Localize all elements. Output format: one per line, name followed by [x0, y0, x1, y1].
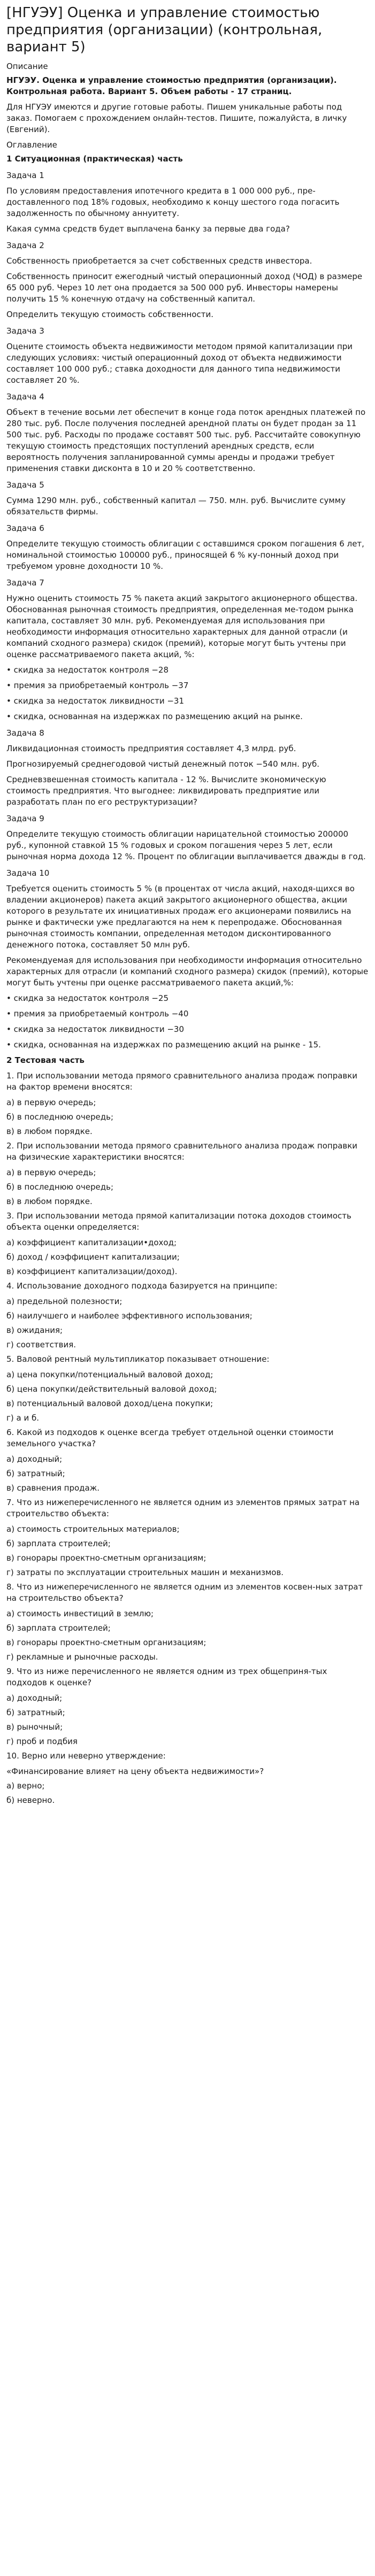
- answer-option: в) коэффициент капитализации/доход).: [6, 1267, 178, 1276]
- answer-option: а) коэффициент капитализации•доход;: [6, 1238, 177, 1247]
- task-paragraph: • скидка за недостаток ликвидности −31: [6, 696, 184, 706]
- answer-option: а) верно;: [6, 1781, 45, 1791]
- task-paragraph: Собственность приносит ежегодный чистый операционный доход (ЧОД) в размере 65 000 руб. Через 10 лет она продается за 500 000 руб. Инвесторы намерены получить 15 % конечную отдачу на собственный капитал.: [6, 272, 363, 304]
- task-paragraph: • премия за приобретаемый контроль −37: [6, 681, 189, 690]
- answer-option: а) в первую очередь;: [6, 1098, 96, 1107]
- task-heading: Задача 6: [6, 523, 44, 533]
- answer-option: а) цена покупки/потенциальный валовой доход;: [6, 1370, 213, 1379]
- task-paragraph: Прогнозируемый среднегодовой чистый денежный поток −540 млн. руб.: [6, 759, 320, 769]
- answer-option: б) цена покупки/действительный валовой доход;: [6, 1384, 217, 1394]
- task-heading: Задача 1: [6, 171, 44, 180]
- answer-option: а) предельной полезности;: [6, 1297, 123, 1306]
- questions-list: [6, 1070, 369, 1806]
- answer-option: б) затратный;: [6, 1708, 65, 1717]
- question-text: 7. Что из нижеперечисленного не является одним из элементов прямых затрат на строительство объекта:: [6, 1498, 360, 1518]
- task-heading: Задача 10: [6, 868, 50, 878]
- answer-option: а) стоимость строительных материалов;: [6, 1524, 180, 1534]
- answer-option: б) затратный;: [6, 1469, 65, 1478]
- answer-option: г) проб и подбия: [6, 1737, 78, 1746]
- answer-option: г) рекламные и рыночные расходы.: [6, 1652, 158, 1662]
- task-paragraph: Какая сумма средств будет выплачена банку за первые два года?: [6, 224, 290, 234]
- answer-option: в) гонорары проектно-сметным организациям;: [6, 1638, 206, 1647]
- question-text: 3. При использовании метода прямой капитализации потока доходов стоимость объекта оценки определяется:: [6, 1211, 351, 1232]
- answer-option: в) гонорары проектно-сметным организациям;: [6, 1553, 206, 1563]
- answer-option: а) в первую очередь;: [6, 1168, 96, 1177]
- description-label: Описание: [6, 61, 48, 71]
- answer-option: «Финансирование влияет на цену объекта недвижимости»?: [6, 1767, 264, 1776]
- task-paragraph: • скидка за недостаток ликвидности −30: [6, 1024, 184, 1034]
- answer-option: в) в любом порядке.: [6, 1197, 93, 1206]
- tasks-list: [6, 170, 369, 1051]
- task-paragraph: Определить текущую стоимость собственности.: [6, 310, 213, 319]
- task-paragraph: По условиям предоставления ипотечного кредита в 1 000 000 руб., пре-доставленного под 18% годовых, необходимо к концу шестого года погасить задолженность по обычному аннуитету.: [6, 186, 340, 218]
- task-paragraph: • скидка, основанная на издержках по размещению акций на рынке.: [6, 712, 303, 721]
- task-heading: Задача 9: [6, 814, 44, 823]
- answer-option: в) сравнения продаж.: [6, 1483, 100, 1493]
- toc-label: Оглавление: [6, 140, 57, 150]
- answer-option: б) наилучшего и наиболее эффективного использования;: [6, 1311, 252, 1321]
- task-paragraph: Рекомендуемая для использования при необходимости информация относительно характерных для отрасли (и компаний сходного размера) скидок (премий), которые могут быть учтены при оценке рассматриваемого пакета акций,%:: [6, 955, 369, 988]
- task-heading: Задача 3: [6, 326, 44, 336]
- task-paragraph: Собственность приобретается за счет собственных средств инвестора.: [6, 256, 312, 266]
- task-paragraph: • скидка за недостаток контроля −28: [6, 665, 169, 675]
- answer-option: в) потенциальный валовой доход/цена покупки;: [6, 1399, 213, 1408]
- task-heading: Задача 8: [6, 728, 44, 738]
- task-paragraph: Объект в течение восьми лет обеспечит в конце года поток арендных платежей по 280 тыс. руб. После получения последней арендной платы он будет продан за 11 500 тыс. руб. Расходы по продаже составят 500 тыс. руб. Рассчитайте совокупную текущую стоимость предстоящих поступлений арендных средств, если вероятность получения запланированной суммы аренды и продажи требует применения ставки дисконта в 10 и 20 % соответственно.: [6, 407, 366, 473]
- answer-option: б) неверно.: [6, 1795, 55, 1805]
- answer-option: г) соответствия.: [6, 1340, 76, 1349]
- section-2-heading: 2 Тестовая часть: [6, 1055, 85, 1065]
- task-paragraph: Определите текущую стоимость облигации с оставшимся сроком погашения 6 лет, номинальной стоимостью 100000 руб., приносящей 6 % ку-понный доход при требуемом уровне доходности 10 %.: [6, 539, 364, 571]
- question-text: 2. При использовании метода прямого сравнительного анализа продаж поправки на физические характеристики вносятся:: [6, 1141, 358, 1162]
- answer-option: в) рыночный;: [6, 1722, 63, 1732]
- task-heading: Задача 7: [6, 578, 44, 588]
- task-heading: Задача 5: [6, 480, 44, 490]
- task-paragraph: • скидка, основанная на издержках по размещению акций на рынке - 15.: [6, 1040, 321, 1050]
- task-heading: Задача 2: [6, 241, 44, 250]
- answer-option: а) стоимость инвестиций в землю;: [6, 1609, 154, 1618]
- question-text: 4. Использование доходного подхода базируется на принципе:: [6, 1281, 278, 1291]
- task-paragraph: Сумма 1290 млн. руб., собственный капитал — 750. млн. руб. Вычислите сумму обязательств фирмы.: [6, 496, 346, 516]
- page-title: [НГУЭУ] Оценка и управление стоимостью предприятия (организации) (контрольная, вариант 5): [6, 5, 323, 55]
- description-text: Для НГУЭУ имеются и другие готовые работы. Пишем уникальные работы под заказ. Помогаем с прохождением онлайн-тестов. Пишите, пожалуйста, в личку (Евгений).: [6, 102, 347, 134]
- section-1-heading: 1 Ситуационная (практическая) часть: [6, 154, 183, 164]
- answer-option: г) а и б.: [6, 1413, 39, 1423]
- question-text: 10. Верно или неверно утверждение:: [6, 1751, 166, 1761]
- answer-option: б) доход / коэффициент капитализации;: [6, 1252, 180, 1262]
- answer-option: б) зарплата строителей;: [6, 1539, 111, 1548]
- task-paragraph: • скидка за недостаток контроля −25: [6, 993, 169, 1003]
- answer-option: а) доходный;: [6, 1693, 63, 1703]
- answer-option: в) в любом порядке.: [6, 1127, 93, 1136]
- task-paragraph: • премия за приобретаемый контроль −40: [6, 1009, 189, 1019]
- answer-option: г) затраты по эксплуатации строительных машин и механизмов.: [6, 1568, 284, 1577]
- answer-option: б) в последнюю очередь;: [6, 1182, 114, 1192]
- task-paragraph: Ликвидационная стоимость предприятия составляет 4,3 млрд. руб.: [6, 744, 296, 753]
- question-text: 6. Какой из подходов к оценке всегда требует отдельной оценки стоимости земельного участка?: [6, 1428, 334, 1448]
- task-heading: Задача 4: [6, 392, 44, 402]
- question-text: 9. Что из ниже перечисленного не является одним из трех общеприня-тых подходов к оценке?: [6, 1667, 327, 1687]
- task-paragraph: Требуется оценить стоимость 5 % (в процентах от числа акций, находя-щихся во владении акционеров) пакета акций закрытого акционерного общества, акции которого в результате их инициативных продаж его акционерами появились на рынке и фактически уже предлагаются на нем к перепродаже. Обоснованная рыночная стоимость компании, определенная методом дисконтированного денежного потока, составляет 50 млн руб.: [6, 884, 355, 950]
- task-paragraph: Оцените стоимость объекта недвижимости методом прямой капитализации при следующих условиях: чистый операционный доход от объекта недвижимости составляет 100 000 руб.; ставка доходности для данного типа недвижимости составляет 20 %.: [6, 342, 353, 385]
- question-text: 8. Что из нижеперечисленного не является одним из элементов косвен-ных затрат на строительство объекта?: [6, 1582, 363, 1603]
- question-text: 5. Валовой рентный мультипликатор показывает отношение:: [6, 1354, 270, 1364]
- task-paragraph: Средневзвешенная стоимость капитала - 12 %. Вычислите экономическую стоимость предприятия. Что выгоднее: ликвидировать предприятие или разработать план по его реструктуризации?: [6, 775, 326, 807]
- description-bold: НГУЭУ. Оценка и управление стоимостью предприятия (организации). Контрольная работа. Вариант 5. Объем работы - 17 страниц.: [6, 75, 337, 96]
- task-paragraph: Нужно оценить стоимость 75 % пакета акций закрытого акционерного общества. Обоснованная рыночная стоимость предприятия, определенная ме-тодом рынка капитала, составляет 30 млн. руб. Рекомендуемая для использования при необходимости информация относительно характерных для данной отрасли (и компаний сходного размера) скидок (премий), которые могут быть учтены при оценке рассматриваемого пакета акций, %:: [6, 593, 358, 659]
- answer-option: а) доходный;: [6, 1454, 63, 1464]
- answer-option: в) ожидания;: [6, 1325, 63, 1335]
- answer-option: б) в последнюю очередь;: [6, 1112, 114, 1122]
- question-text: 1. При использовании метода прямого сравнительного анализа продаж поправки на фактор времени вносятся:: [6, 1071, 358, 1092]
- task-paragraph: Определите текущую стоимость облигации нарицательной стоимостью 200000 руб., купонной ставкой 15 % годовых и сроком погашения через 5 лет, если рыночная норма дохода 12 %. Процент по облигации выплачивается дважды в год.: [6, 829, 366, 861]
- answer-option: б) зарплата строителей;: [6, 1623, 111, 1633]
